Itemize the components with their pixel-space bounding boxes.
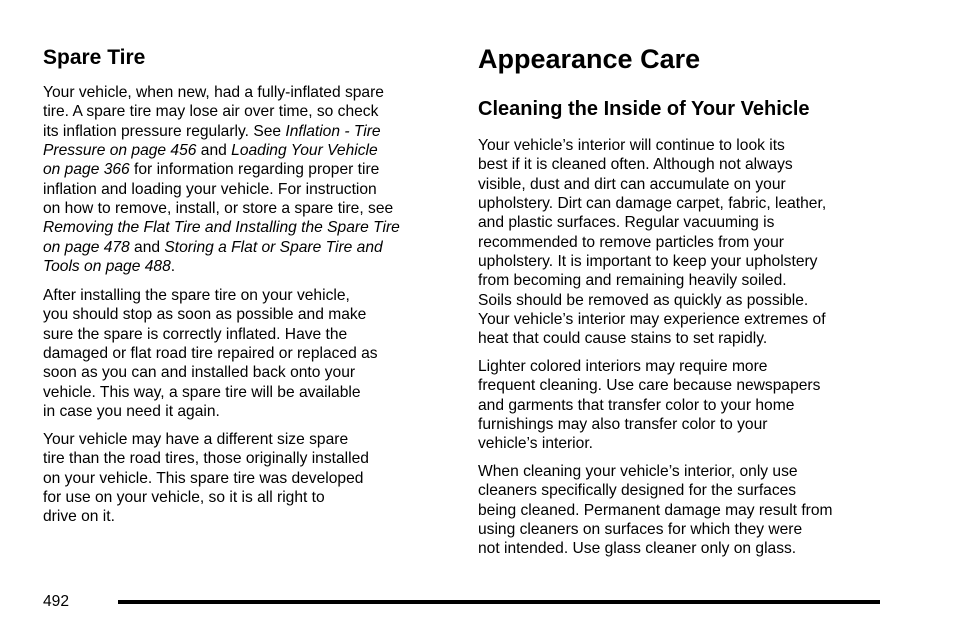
text-line: inflation and loading your vehicle. For instruction — [43, 180, 377, 198]
text-line: from becoming and remaining heavily soiled. — [478, 272, 787, 290]
cross-reference: Pressure on page 456 — [43, 142, 197, 160]
text-line: damaged or flat road tire repaired or replaced as — [43, 345, 378, 363]
paragraph-cleaning-3 — [478, 462, 833, 559]
text-line: on page 478 and Storing a Flat or Spare Tire and — [43, 238, 383, 256]
text-line: for use on your vehicle, so it is all right to — [43, 489, 325, 507]
page-number: 492 — [43, 593, 70, 610]
text-line: not intended. Use glass cleaner only on glass. — [478, 540, 797, 558]
page-title: Appearance Care — [478, 44, 701, 74]
text-line: Your vehicle’s interior will continue to look its — [478, 137, 785, 154]
text-line: on page 366 for information regarding proper tire — [43, 161, 380, 179]
text-line: on how to remove, install, or store a spare tire, see — [43, 200, 394, 218]
text-line: drive on it. — [43, 508, 115, 526]
cross-reference: on page 478 — [43, 238, 130, 256]
paragraph-cleaning-1 — [478, 136, 826, 349]
text-line: and garments that transfer color to your home — [478, 396, 795, 414]
text-line: Your vehicle’s interior may experience extremes of — [478, 311, 826, 329]
text-line: upholstery. Dirt can damage carpet, fabric, leather, — [478, 195, 827, 213]
text-line: tire. A spare tire may lose air over time, so check — [43, 103, 379, 121]
paragraph-spare-tire-1 — [43, 83, 400, 276]
text-line: Your vehicle may have a different size spare — [43, 431, 349, 448]
text-line: best if it is cleaned often. Although not always — [478, 156, 793, 174]
paragraph-spare-tire-2 — [43, 286, 378, 421]
text-line: furnishings may also transfer color to your — [478, 416, 768, 434]
section-heading-cleaning-inside: Cleaning the Inside of Your Vehicle — [478, 98, 810, 120]
text-line: frequent cleaning. Use care because newspapers — [478, 377, 821, 395]
text-line: After installing the spare tire on your vehicle, — [43, 287, 350, 304]
text-line: in case you need it again. — [43, 403, 220, 421]
text-line: Tools on page 488. — [43, 258, 176, 276]
text-line: its inflation pressure regularly. See Inflation - Tire — [43, 122, 381, 140]
cross-reference: Inflation - Tire — [285, 122, 381, 140]
text-line: Your vehicle, when new, had a fully-inflated spare — [43, 84, 384, 101]
footer-rule — [118, 600, 880, 604]
text-line: and plastic surfaces. Regular vacuuming is — [478, 214, 775, 232]
text-line: When cleaning your vehicle’s interior, only use — [478, 463, 798, 480]
text-line: upholstery. It is important to keep your upholstery — [478, 253, 818, 271]
text-line: soon as you can and installed back onto your — [43, 364, 356, 382]
cross-reference: Storing a Flat or Spare Tire and — [164, 238, 383, 256]
text-line: sure the spare is correctly inflated. Have the — [43, 325, 348, 343]
text-line: heat that could cause stains to set rapidly. — [478, 330, 768, 348]
cross-reference: on page 366 — [43, 161, 130, 179]
text-line: Pressure on page 456 and Loading Your Vehicle — [43, 142, 378, 160]
text-line: being cleaned. Permanent damage may result from — [478, 501, 833, 519]
text-line: vehicle. This way, a spare tire will be available — [43, 383, 361, 401]
paragraph-cleaning-2 — [478, 357, 820, 454]
cross-reference: Tools on page 488 — [43, 258, 171, 276]
cross-reference: Loading Your Vehicle — [231, 142, 378, 160]
text-line: Soils should be removed as quickly as possible. — [478, 291, 809, 309]
text-line: you should stop as soon as possible and make — [43, 306, 367, 324]
text-line: on your vehicle. This spare tire was developed — [43, 469, 364, 487]
section-heading-spare-tire: Spare Tire — [43, 46, 146, 69]
text-line: using cleaners on surfaces for which they were — [478, 521, 803, 539]
text-line: tire than the road tires, those originally installed — [43, 450, 369, 468]
text-line: visible, dust and dirt can accumulate on your — [478, 175, 786, 193]
text-line: cleaners specifically designed for the surfaces — [478, 482, 797, 500]
paragraph-spare-tire-3 — [43, 430, 369, 527]
text-line: vehicle’s interior. — [478, 435, 593, 453]
cross-reference: Removing the Flat Tire and Installing the Spare Tire — [43, 219, 400, 237]
text-line: Lighter colored interiors may require more — [478, 358, 768, 375]
text-line: recommended to remove particles from your — [478, 233, 784, 251]
text-line — [43, 218, 400, 237]
